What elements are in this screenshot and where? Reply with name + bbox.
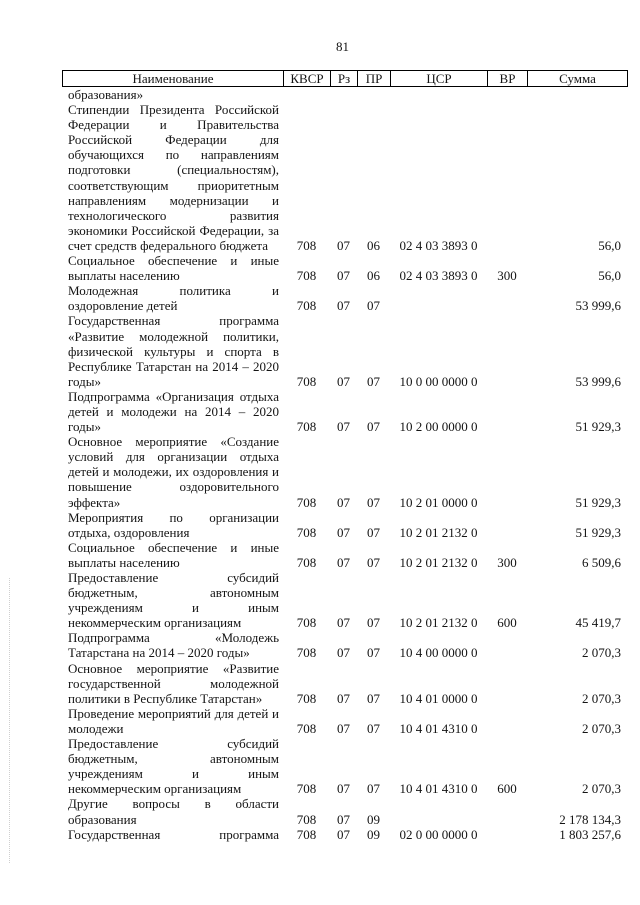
kvsr-cell — [283, 87, 330, 102]
row-name-line: Подпрограмма «Организация отдыха — [68, 388, 279, 404]
vr-cell: 300 — [497, 268, 517, 284]
row-name-line: экономики Российской Федерации, за — [68, 222, 279, 238]
vr-cell — [487, 238, 527, 253]
sum-cell: 51 929,3 — [575, 419, 621, 435]
rz-cell: 07 — [337, 554, 350, 570]
sum-cell: 2 070,3 — [582, 781, 621, 797]
vr-cell — [487, 298, 527, 313]
row-name-line: эффекта» — [68, 494, 121, 510]
table-row — [62, 313, 627, 388]
row-name — [62, 313, 283, 388]
rz-cell: 07 — [337, 524, 350, 540]
row-name-line: Государственная программа — [68, 313, 279, 329]
vr-cell — [487, 419, 527, 434]
rz-cell: 07 — [337, 419, 350, 435]
pr-cell — [357, 87, 390, 102]
row-name-line: Государственная программа — [68, 826, 279, 842]
rz-cell: 07 — [337, 645, 350, 661]
vr-cell — [487, 827, 527, 842]
row-name — [62, 283, 283, 313]
rz-cell: 07 — [337, 373, 350, 389]
row-name-line: Проведение мероприятий для детей и — [68, 705, 279, 721]
table-header — [62, 70, 628, 87]
row-name — [62, 102, 283, 253]
pr-cell: 07 — [367, 419, 380, 435]
row-name-line: Мероприятия по организации — [68, 509, 279, 525]
header-kvsr: КВСР — [284, 71, 331, 87]
kvsr-cell: 708 — [296, 268, 317, 284]
pr-cell: 07 — [367, 554, 380, 570]
row-name-line: годы» — [68, 373, 101, 389]
row-name-line: условий для организации отдыха — [68, 449, 279, 465]
vr-cell: 600 — [497, 615, 517, 631]
row-name — [62, 434, 283, 509]
csr-cell: 10 2 01 0000 0 — [399, 494, 478, 510]
header-pr: ПР — [358, 71, 391, 87]
row-name-line: бюджетным, автономным — [68, 585, 279, 601]
budget-table-body — [62, 87, 627, 842]
rz-cell: 07 — [337, 826, 350, 842]
kvsr-cell: 708 — [296, 373, 317, 389]
sum-cell: 2 178 134,3 — [559, 811, 621, 827]
row-name-line: «Развитие молодежной политики, — [68, 328, 279, 344]
rz-cell: 07 — [337, 690, 350, 706]
row-name-line: Молодежная политика и — [68, 283, 279, 299]
table-row — [62, 102, 627, 253]
csr-cell: 10 4 01 4310 0 — [399, 781, 478, 797]
row-name-line: отдыха, оздоровления — [68, 524, 190, 540]
table-row — [62, 661, 627, 706]
header-rz: Рз — [331, 71, 358, 87]
row-name-line: образования — [68, 811, 137, 827]
pr-cell: 07 — [367, 494, 380, 510]
row-name-line: Подпрограмма «Молодежь — [68, 630, 279, 646]
pr-cell: 09 — [367, 826, 380, 842]
rz-cell: 07 — [337, 298, 350, 314]
sum-cell — [527, 87, 627, 102]
row-name-line: выплаты населению — [68, 554, 180, 570]
row-name-line: некоммерческим организациям — [68, 781, 242, 797]
row-name-line: политики в Республике Татарстан» — [68, 690, 263, 706]
row-name-line: Другие вопросы в области — [68, 796, 279, 812]
row-name-line: Федерации и Правительства — [68, 117, 279, 133]
kvsr-cell: 708 — [296, 811, 317, 827]
row-name-line: повышение оздоровительного — [68, 479, 279, 495]
csr-cell: 10 2 01 2132 0 — [399, 615, 478, 631]
csr-cell — [390, 298, 487, 313]
row-name-line: бюджетным, автономным — [68, 751, 279, 767]
table-row — [62, 87, 627, 102]
header-name: Наименование — [63, 71, 284, 87]
table-row — [62, 283, 627, 313]
kvsr-cell: 708 — [296, 419, 317, 435]
sum-cell: 2 070,3 — [582, 690, 621, 706]
row-name — [62, 796, 283, 826]
table-row — [62, 253, 627, 283]
vr-cell: 600 — [497, 781, 517, 797]
sum-cell: 2 070,3 — [582, 645, 621, 661]
table-row — [62, 827, 627, 842]
rz-cell: 07 — [337, 494, 350, 510]
kvsr-cell: 708 — [296, 298, 317, 314]
table-row — [62, 389, 627, 434]
table-row — [62, 540, 627, 570]
csr-cell: 10 4 00 0000 0 — [399, 645, 478, 661]
sum-cell: 53 999,6 — [575, 373, 621, 389]
sum-cell: 56,0 — [598, 268, 621, 284]
row-name-line: детей и молодежи на 2014 – 2020 — [68, 403, 279, 419]
pr-cell: 07 — [367, 524, 380, 540]
row-name — [62, 540, 283, 570]
table-row — [62, 510, 627, 540]
pr-cell: 07 — [367, 690, 380, 706]
csr-cell: 10 2 00 0000 0 — [399, 419, 478, 435]
kvsr-cell: 708 — [296, 781, 317, 797]
header-sum: Сумма — [528, 71, 628, 87]
scan-edge-mark — [9, 578, 10, 863]
row-name-line: Основное мероприятие «Развитие — [68, 660, 279, 676]
sum-cell: 45 419,7 — [575, 615, 621, 631]
sum-cell: 56,0 — [598, 237, 621, 253]
pr-cell: 06 — [367, 268, 380, 284]
vr-cell — [487, 525, 527, 540]
vr-cell — [487, 645, 527, 660]
pr-cell: 07 — [367, 373, 380, 389]
csr-cell — [390, 87, 487, 102]
row-name-line: обучающихся по направлениям — [68, 147, 279, 163]
rz-cell: 07 — [337, 811, 350, 827]
row-name-line: направлениям модернизации и — [68, 192, 279, 208]
row-name-line: Социальное обеспечение и иные — [68, 539, 279, 555]
sum-cell: 1 803 257,6 — [559, 826, 621, 842]
sum-cell: 2 070,3 — [582, 720, 621, 736]
row-name-line: Республике Татарстан на 2014 – 2020 — [68, 358, 279, 374]
table-header-row — [63, 71, 628, 87]
table-row — [62, 706, 627, 736]
table-row — [62, 570, 627, 630]
rz-cell: 07 — [337, 781, 350, 797]
row-name — [62, 706, 283, 736]
csr-cell: 02 4 03 3893 0 — [399, 268, 478, 284]
row-name — [62, 510, 283, 540]
row-name-line: молодежи — [68, 720, 124, 736]
kvsr-cell: 708 — [296, 615, 317, 631]
vr-cell — [487, 87, 527, 102]
pr-cell: 09 — [367, 811, 380, 827]
row-name-line: годы» — [68, 419, 101, 435]
sum-cell: 51 929,3 — [575, 494, 621, 510]
rz-cell: 07 — [337, 237, 350, 253]
table-row — [62, 796, 627, 826]
row-name-line: выплаты населению — [68, 268, 180, 284]
row-name-line: Предоставление субсидий — [68, 736, 279, 752]
csr-cell: 10 0 00 0000 0 — [399, 373, 478, 389]
sum-cell: 6 509,6 — [582, 554, 621, 570]
header-vr: ВР — [488, 71, 528, 87]
vr-cell — [487, 374, 527, 389]
pr-cell: 06 — [367, 237, 380, 253]
row-name-line: учреждениям и иным — [68, 600, 279, 616]
row-name — [62, 661, 283, 706]
csr-cell: 10 4 01 0000 0 — [399, 690, 478, 706]
kvsr-cell: 708 — [296, 237, 317, 253]
kvsr-cell: 708 — [296, 645, 317, 661]
sum-cell: 51 929,3 — [575, 524, 621, 540]
pr-cell: 07 — [367, 781, 380, 797]
kvsr-cell: 708 — [296, 826, 317, 842]
vr-cell — [487, 812, 527, 827]
row-name-line: счет средств федерального бюджета — [68, 237, 268, 253]
sum-cell: 53 999,6 — [575, 298, 621, 314]
pr-cell: 07 — [367, 645, 380, 661]
row-name-line: Предоставление субсидий — [68, 570, 279, 585]
pr-cell: 07 — [367, 615, 380, 631]
row-name-line: государственной молодежной — [68, 675, 279, 691]
vr-cell — [487, 495, 527, 510]
kvsr-cell: 708 — [296, 554, 317, 570]
table-row — [62, 630, 627, 660]
vr-cell: 300 — [497, 554, 517, 570]
csr-cell — [390, 812, 487, 827]
vr-cell — [487, 691, 527, 706]
row-name-line: некоммерческим организациям — [68, 615, 242, 631]
table-row — [62, 736, 627, 796]
row-name — [62, 630, 283, 660]
row-name-line: технологического развития — [68, 207, 279, 223]
row-name-line: учреждениям и иным — [68, 766, 279, 782]
csr-cell: 10 2 01 2132 0 — [399, 554, 478, 570]
pr-cell: 07 — [367, 720, 380, 736]
header-csr: ЦСР — [391, 71, 488, 87]
kvsr-cell: 708 — [296, 524, 317, 540]
kvsr-cell: 708 — [296, 720, 317, 736]
csr-cell: 10 4 01 4310 0 — [399, 720, 478, 736]
row-name — [62, 253, 283, 283]
rz-cell — [330, 87, 357, 102]
rz-cell: 07 — [337, 268, 350, 284]
csr-cell: 02 4 03 3893 0 — [399, 237, 478, 253]
row-name — [62, 736, 283, 796]
rz-cell: 07 — [337, 615, 350, 631]
row-name-line: детей и молодежи, их оздоровления и — [68, 464, 279, 480]
row-name-line: Стипендии Президента Российской — [68, 102, 279, 118]
row-name — [62, 87, 283, 102]
row-name-line: подготовки (специальностям), — [68, 162, 279, 178]
table-row — [62, 434, 627, 509]
row-name — [62, 570, 283, 630]
row-name-line: Российской Федерации для — [68, 132, 279, 148]
row-name — [62, 827, 283, 842]
row-name-line: Социальное обеспечение и иные — [68, 253, 279, 269]
kvsr-cell: 708 — [296, 690, 317, 706]
page-number: 81 — [336, 39, 349, 54]
row-name-line: оздоровление детей — [68, 298, 178, 314]
row-name-line: образования» — [68, 87, 144, 102]
row-name-line: соответствующим приоритетным — [68, 177, 279, 193]
vr-cell — [487, 721, 527, 736]
csr-cell: 10 2 01 2132 0 — [399, 524, 478, 540]
pr-cell: 07 — [367, 298, 380, 314]
rz-cell: 07 — [337, 720, 350, 736]
kvsr-cell: 708 — [296, 494, 317, 510]
row-name-line: Основное мероприятие «Создание — [68, 434, 279, 450]
row-name-line: физической культуры и спорта в — [68, 343, 279, 359]
row-name — [62, 389, 283, 434]
row-name-line: Татарстана на 2014 – 2020 годы» — [68, 645, 250, 661]
csr-cell: 02 0 00 0000 0 — [399, 826, 478, 842]
